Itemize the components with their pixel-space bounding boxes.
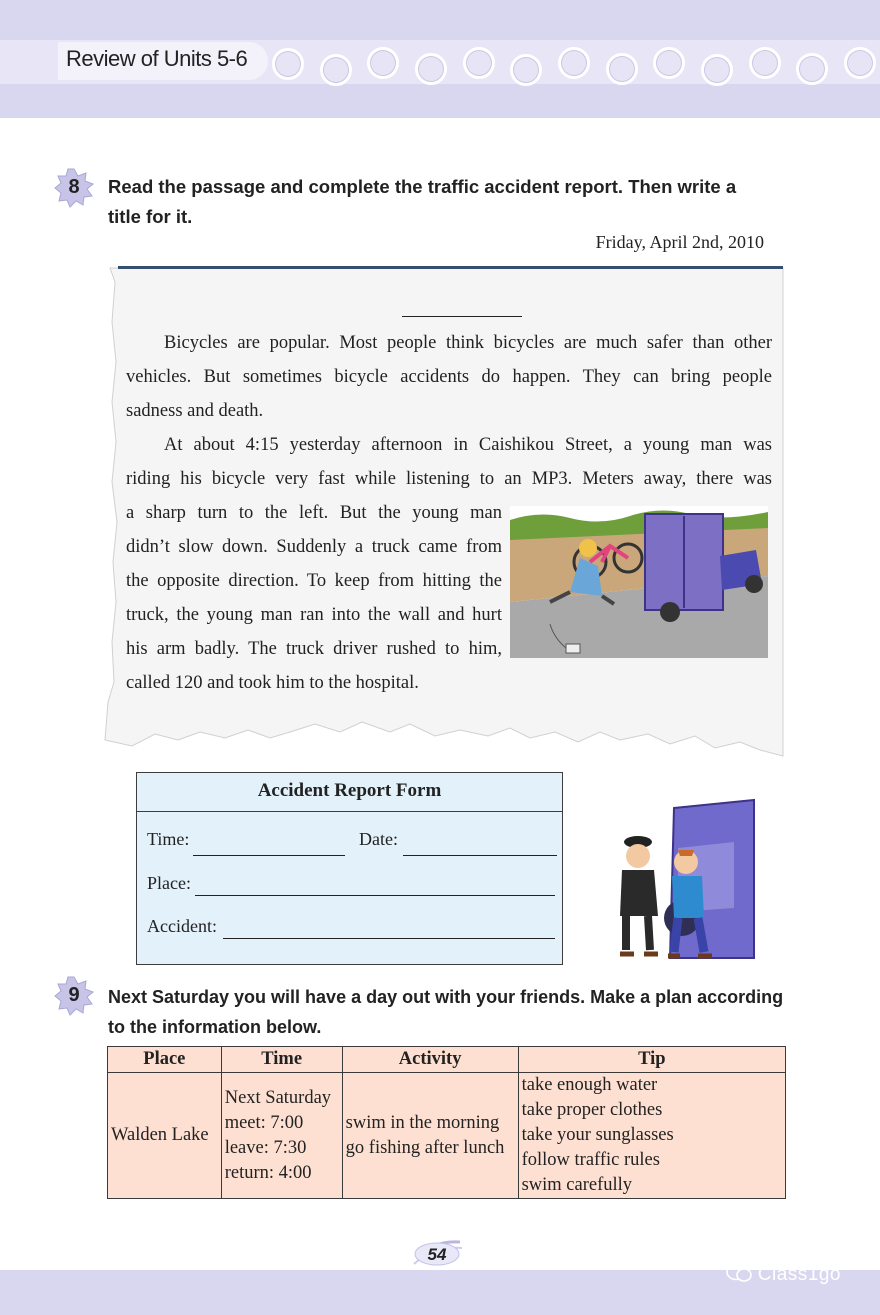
cell-line: take your sunglasses	[521, 1125, 674, 1145]
text-line: vehicles. But sometimes bicycle accidents do happen. They can bring people	[126, 367, 772, 387]
cell-line: meet: 7:00	[224, 1112, 304, 1133]
section-8-instruction	[108, 172, 736, 232]
place-field[interactable]	[195, 895, 555, 896]
date-label: Date:	[359, 829, 398, 849]
text-line: a sharp turn to the left. But the young man	[126, 503, 502, 523]
text-line: Bicycles are popular. Most people think bicycles are much safer than other	[164, 333, 772, 353]
bicycle-accident-illustration	[510, 506, 768, 658]
accident-report-form	[136, 772, 563, 965]
cell-line: take enough water	[521, 1075, 658, 1095]
article-date: Friday, April 2nd, 2010	[595, 232, 764, 252]
section-number: 9	[68, 984, 80, 1006]
time-field[interactable]	[193, 855, 345, 856]
place-label: Place:	[147, 873, 191, 893]
cell-line: follow traffic rules	[521, 1150, 660, 1170]
unit-title: Review of Units 5-6	[66, 46, 248, 71]
time-cell	[221, 1073, 342, 1199]
ring-icon	[844, 47, 876, 79]
page-number-badge	[412, 1236, 462, 1268]
ring-icon	[367, 47, 399, 79]
ring-icon	[606, 53, 638, 85]
time-label: Time:	[147, 829, 190, 849]
ring-icon	[701, 54, 733, 86]
instruction-line: to the information below.	[108, 1017, 322, 1037]
paragraph-1	[126, 326, 772, 428]
cell-line: swim carefully	[521, 1175, 633, 1195]
ring-icon	[558, 47, 590, 79]
text-line: called 120 and took him to the hospital.	[126, 673, 419, 693]
cell-line: return: 4:00	[224, 1162, 312, 1183]
ring-icon	[272, 48, 304, 80]
text-line: truck, the young man ran into the wall and hurt	[126, 605, 502, 625]
column-header: Place	[108, 1047, 222, 1073]
cell-line: swim in the morning	[345, 1112, 500, 1133]
title-blank-line	[402, 316, 522, 317]
ring-icon	[796, 53, 828, 85]
text-line: the opposite direction. To keep from hitting the	[126, 571, 502, 591]
police-and-driver-illustration	[574, 798, 756, 960]
column-header: Time	[221, 1047, 342, 1073]
accident-field[interactable]	[223, 938, 555, 939]
text-line: didn’t slow down. Suddenly a truck came from	[126, 537, 502, 557]
paragraph-2	[126, 428, 772, 496]
page-number: 54	[427, 1245, 447, 1264]
column-header: Tip	[518, 1047, 785, 1073]
table-header-row	[108, 1047, 786, 1073]
date-field[interactable]	[403, 855, 557, 856]
wechat-icon	[726, 1263, 752, 1283]
cell-line: take proper clothes	[521, 1100, 663, 1120]
watermark-text: Class1go	[757, 1264, 841, 1285]
instruction-line: Next Saturday you will have a day out with your friends. Make a plan according	[108, 987, 784, 1007]
ring-icon	[463, 47, 495, 79]
decorative-rings	[270, 44, 880, 84]
text-line: At about 4:15 yesterday afternoon in Caishikou Street, a young man was	[164, 435, 772, 455]
ring-icon	[415, 53, 447, 85]
table-row	[108, 1073, 786, 1199]
ring-icon	[320, 54, 352, 86]
section-9-instruction	[108, 982, 783, 1042]
text-line: riding his bicycle very fast while listening to an MP3. Meters away, there was	[126, 469, 772, 489]
text-line: his arm badly. The truck driver rushed to him,	[126, 639, 502, 659]
column-header: Activity	[342, 1047, 518, 1073]
paragraph-2-wrapped	[126, 496, 502, 700]
cell-line: go fishing after lunch	[345, 1137, 505, 1158]
instruction-line: Read the passage and complete the traffic accident report. Then write a	[108, 176, 737, 197]
instruction-line: title for it.	[108, 206, 193, 227]
cell-line: leave: 7:30	[224, 1137, 307, 1158]
text-line: sadness and death.	[126, 401, 264, 421]
section-8-badge	[54, 168, 94, 208]
tip-cell	[518, 1073, 785, 1199]
cell-line: Next Saturday	[224, 1087, 332, 1108]
ring-icon	[510, 54, 542, 86]
form-title: Accident Report Form	[137, 773, 562, 812]
plan-table	[107, 1046, 786, 1199]
ring-icon	[749, 47, 781, 79]
accident-label: Accident:	[147, 916, 217, 936]
ring-icon	[653, 47, 685, 79]
watermark	[726, 1263, 841, 1286]
section-9-badge	[54, 976, 94, 1016]
section-number: 8	[68, 176, 80, 198]
place-cell: Walden Lake	[108, 1073, 222, 1199]
activity-cell	[342, 1073, 518, 1199]
